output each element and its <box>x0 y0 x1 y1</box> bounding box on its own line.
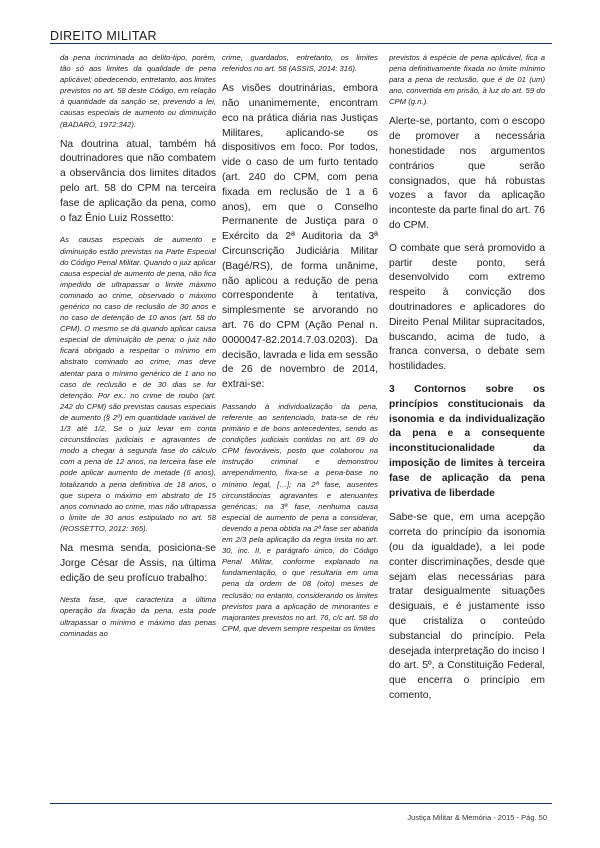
header-rule <box>50 43 552 44</box>
block-quote: previstos à espécie de pena aplicável, fica a pena definitivamente fixada no limite mínimo para a pena de reclusão, que é de 01 (um) ano, convertida em prisão, à luz do art. 59 do CPM (g.n.). <box>389 53 545 107</box>
body-paragraph: Na doutrina atual, também há doutrinadores que não combatem a observância dos limites ditados pelo art. 58 do CPM na terceira fase de aplicação da pena, como o faz Ênio Luiz Rossetto: <box>60 138 216 224</box>
page-footer: Justiça Militar & Memória - 2015 - Pág. 50 <box>407 813 547 822</box>
body-paragraph: Sabe-se que, em uma acepção correta do princípio da isonomia (ou da igualdade), a lei pode conter discriminações, desde que sejam elas necessárias para tratar desigualmente situações desiguais, e é justamente isso que cristaliza o conteúdo substancial do princípio. Pela desejada interpretação do inciso I do art. 5º, a Constituição Federal, que encerra o princípio em comento, <box>389 512 545 701</box>
body-paragraph: Na mesma senda, posiciona-se Jorge César de Assis, na última edição de seu profícuo trabalho: <box>60 542 216 584</box>
body-paragraph: Alerte-se, portanto, com o escopo de promover a necessária honestidade nos argumentos contrários que serão consignados, que há robustas vozes a favor da aplicação inconteste da parte final do art. 76 do CPM. <box>389 116 545 232</box>
block-quote: da pena incriminada ao delito-tipo, porém, tão só aos limites da qualidade de pena aplicável; obedecendo, entretanto, aos limites previstos no art. 58 deste Código, em relação à quantidade da sanção se, prevendo a lei, causas especiais de aumento ou diminuição (BADARÓ, 1972:342). <box>60 53 216 129</box>
column-2 <box>222 52 378 642</box>
body-paragraph: O combate que será promovido a partir deste ponto, será desenvolvido com extremo respeito à convicção dos doutrinadores e aplicadores do Direito Penal Militar supracitados, buscando, acima de tudo, a franca conversa, o debate sem hostilidades. <box>389 242 545 373</box>
block-quote: crime, guardados, entretanto, os limites referidos no art. 58 (ASSIS, 2014: 316). <box>222 53 378 74</box>
block-quote: Passando à individualização da pena, referente ao sentenciado, trata-se de réu primário e de bons antecedentes, sendo as condições judiciais contidas no art. 69 do CPM favoráveis, posto que colaborou na instrução criminal e demonstrou arrependimento, fixa-se a pena-base no mínimo legal, […]; na 2ª fase, ausentes circunstâncias agravantes e atenuantes genéricas; na 3ª fase, nenhuma causa especial de aumento de pena a considerar, devendo a pena obtida na 2ª fase ser abatida em 2/3 pela aplicação da regra ínsita no art. 30, inc. II, e parágrafo único, do Código Penal Militar, conforme explanado na fundamentação, o que resultaria em uma pena da ordem de 08 (oito) meses de reclusão; no entanto, considerando os limites previstos para a aplicação de minorantes e majorantes previstos no art. 76, c/c art. 58 do CPM, que devem sempre respeitar os limites <box>222 401 378 633</box>
body-paragraph: As visões doutrinárias, embora não unanimemente, encontram eco na prática diária nas Justiças Militares, aplicando-se os dispositivos em foco. Por todos, vide o caso de um furto tentado (art. 240 do CPM, com pena fixada em reclusão de 1 a 6 anos), em que o Conselho Permanente de Justiça para o Exército da 2ª Auditoria da 3ª Circunscrição Judiciária Militar (Bagé/RS), de forma unânime, não aplicou a redução de pena correspondente à tentativa, simplesmente se arvorando no art. 76 do CPM (Ação Penal n. 0000047-82.2014.7.03.0203). Da decisão, lavrada e lida em sessão de 26 de novembro de 2014, extrai-se: <box>222 83 378 391</box>
footer-rule <box>50 803 552 804</box>
running-header: DIREITO MILITAR <box>50 29 157 43</box>
block-quote: Nesta fase, que caracteriza a última operação da fixação da pena, esta pode ultrapassar o mínimo e máximo das penas cominadas ao <box>60 595 216 638</box>
column-3 <box>389 52 545 712</box>
column-1 <box>60 52 216 647</box>
block-quote: As causas especiais de aumento e diminuição estão previstas na Parte Especial do Código Penal Militar. Quando o juiz aplicar causa especial de aumento de pena, não fica impedido de ultrapassar o limite máximo cominado ao crime, observado o máximo genérico no caso de reclusão de 30 anos e no caso de detenção de 10 anos (art. 58 do CPM). O mesmo se dá quando aplicar causa especial de diminuição de pena: o juiz não ficará obrigado a respeitar o mínimo em abstrato cominado ao crime, mas deve atentar para o mínimo genérico de 1 ano no caso de reclusão e de 30 dias se for detenção. Por ex.: no crime de roubo (art. 242 do CPM) são previstas causas especiais de aumento (§ 2º) em quantidade variável de 1/3 até 1/2. Se o juiz levar em conta circunstâncias judiciais e agravantes de modo a chegar à segunda fase do cálculo com a pena de 12 anos, na terceira fase ele pode aplicar aumento de metade (6 anos), totalizando a pena definitiva de 18 anos, o que supera o máximo em abstrato de 15 anos cominado ao crime, mas não ultrapassa o limite de 30 anos estipulado no art. 58 (ROSSETTO, 2012: 365). <box>60 235 216 533</box>
section-heading: 3 Contornos sobre os princípios constitucionais da isonomia e da individualização da pena e a consequente inconstitucionalidade da imposição de limites à terceira fase de aplicação da pena privativa de liberdade <box>389 384 545 499</box>
